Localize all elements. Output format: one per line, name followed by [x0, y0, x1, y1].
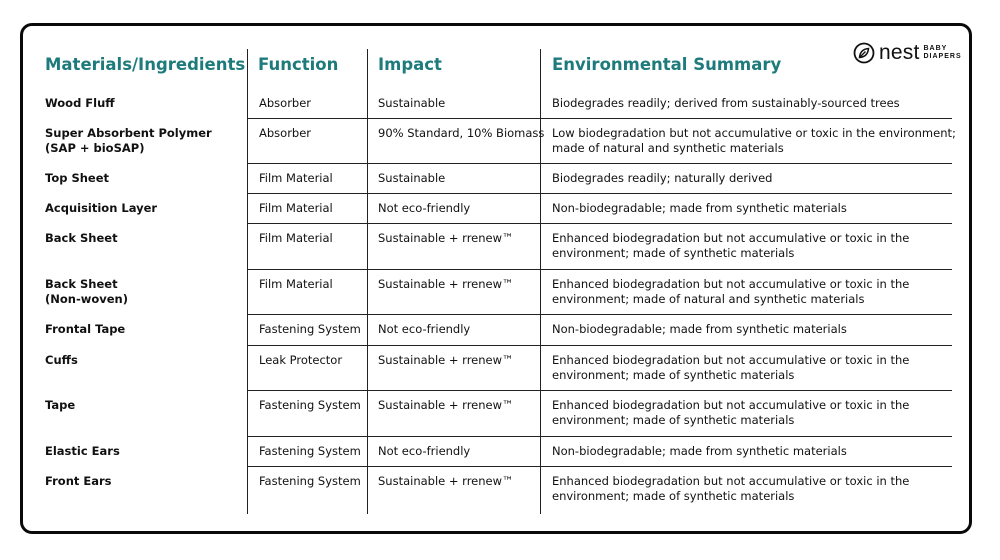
row-divider — [248, 118, 952, 119]
cell-impact — [378, 96, 445, 111]
cell-line: Enhanced biodegradation but not accumulative or toxic in the — [552, 474, 910, 488]
cell-line: Enhanced biodegradation but not accumulative or toxic in the — [552, 353, 910, 367]
cell-line: Frontal Tape — [45, 322, 126, 336]
cell-line: Film Material — [259, 171, 333, 185]
row-divider — [248, 223, 952, 224]
cell-line: Enhanced biodegradation but not accumulative or toxic in the — [552, 277, 910, 291]
cell-summary — [552, 231, 909, 261]
cell-material — [45, 322, 125, 337]
cell-line: Not eco-friendly — [378, 444, 471, 458]
cell-impact — [378, 474, 514, 489]
cell-material — [45, 474, 112, 489]
cell-line: Back Sheet — [45, 277, 118, 291]
cell-line: Sustainable + rrenew™ — [378, 398, 514, 412]
cell-line: Absorber — [259, 126, 312, 140]
cell-line: Sustainable + rrenew™ — [378, 231, 514, 245]
cell-material — [45, 201, 157, 216]
cell-line: environment; made of synthetic materials — [552, 413, 795, 427]
header-impact: Impact — [378, 55, 442, 74]
cell-function — [259, 398, 361, 413]
cell-summary — [552, 322, 847, 337]
cell-summary — [552, 126, 956, 156]
cell-function — [259, 201, 333, 216]
cell-line: environment; made of synthetic materials — [552, 368, 795, 382]
cell-line: Biodegrades readily; naturally derived — [552, 171, 773, 185]
cell-line: environment; made of synthetic materials — [552, 246, 795, 260]
cell-material — [45, 171, 109, 186]
cell-impact — [378, 201, 470, 216]
cell-line: Film Material — [259, 277, 333, 291]
cell-function — [259, 444, 361, 459]
cell-material — [45, 444, 120, 459]
cell-line: (Non-woven) — [45, 292, 129, 306]
cell-line: Leak Protector — [259, 353, 343, 367]
cell-summary — [552, 474, 909, 504]
cell-line: Acquisition Layer — [45, 201, 158, 215]
cell-function — [259, 277, 333, 292]
cell-line: Sustainable — [378, 171, 446, 185]
cell-line: Non-biodegradable; made from synthetic materials — [552, 322, 847, 336]
brand-name: nest — [879, 41, 920, 64]
cell-line: Fastening System — [259, 322, 361, 336]
cell-line: Absorber — [259, 96, 312, 110]
row-divider — [248, 345, 952, 346]
cell-line: 90% Standard, 10% Biomass — [378, 126, 545, 140]
cell-line: Back Sheet — [45, 231, 118, 245]
header-environmental-summary: Environmental Summary — [552, 55, 782, 74]
cell-line: Film Material — [259, 231, 333, 245]
cell-line: Fastening System — [259, 444, 361, 458]
cell-impact — [378, 444, 470, 459]
cell-line: made of natural and synthetic materials — [552, 141, 784, 155]
cell-line: Elastic Ears — [45, 444, 120, 458]
cell-summary — [552, 171, 772, 186]
cell-line: (SAP + bioSAP) — [45, 141, 145, 155]
cell-line: Biodegrades readily; derived from sustainably-sourced trees — [552, 96, 900, 110]
row-divider — [248, 390, 952, 391]
cell-line: Sustainable — [378, 96, 446, 110]
cell-material — [45, 398, 75, 413]
cell-line: Front Ears — [45, 474, 112, 488]
cell-line: Not eco-friendly — [378, 201, 471, 215]
cell-line: Cuffs — [45, 353, 78, 367]
cell-function — [259, 96, 311, 111]
cell-line: Film Material — [259, 201, 333, 215]
cell-summary — [552, 444, 847, 459]
cell-impact — [378, 277, 514, 292]
row-divider — [248, 466, 952, 467]
cell-summary — [552, 353, 909, 383]
cell-impact — [378, 231, 514, 246]
cell-line: Top Sheet — [45, 171, 110, 185]
cell-function — [259, 231, 333, 246]
cell-line: Tape — [45, 398, 76, 412]
row-divider — [248, 314, 952, 315]
cell-line: Sustainable + rrenew™ — [378, 474, 514, 488]
header-materials: Materials/Ingredients — [45, 55, 246, 74]
cell-material — [45, 231, 118, 246]
cell-impact — [378, 171, 445, 186]
cell-impact — [378, 322, 470, 337]
row-divider — [248, 269, 952, 270]
cell-line: environment; made of natural and synthetic materials — [552, 292, 865, 306]
cell-function — [259, 353, 342, 368]
cell-line: environment; made of synthetic materials — [552, 489, 795, 503]
cell-function — [259, 474, 361, 489]
cell-line: Sustainable + rrenew™ — [378, 277, 514, 291]
cell-material — [45, 96, 115, 111]
row-divider — [248, 436, 952, 437]
cell-function — [259, 171, 333, 186]
cell-line: Wood Fluff — [45, 96, 115, 110]
cell-impact — [378, 126, 544, 141]
cell-line: Fastening System — [259, 398, 361, 412]
cell-line: Super Absorbent Polymer — [45, 126, 212, 140]
cell-material — [45, 353, 78, 368]
cell-summary — [552, 398, 909, 428]
cell-summary — [552, 201, 847, 216]
cell-line: Non-biodegradable; made from synthetic materials — [552, 201, 847, 215]
cell-line: Non-biodegradable; made from synthetic materials — [552, 444, 847, 458]
cell-material — [45, 277, 128, 307]
cell-impact — [378, 398, 514, 413]
cell-line: Enhanced biodegradation but not accumulative or toxic in the — [552, 231, 910, 245]
cell-impact — [378, 353, 514, 368]
cell-summary — [552, 277, 909, 307]
leaf-icon — [853, 42, 875, 64]
header-function: Function — [258, 55, 339, 74]
cell-line: Fastening System — [259, 474, 361, 488]
cell-function — [259, 126, 311, 141]
brand-logo — [853, 42, 962, 64]
cell-function — [259, 322, 361, 337]
cell-line: Enhanced biodegradation but not accumulative or toxic in the — [552, 398, 910, 412]
brand-subtitle: BABY DIAPERS — [923, 45, 962, 60]
cell-material — [45, 126, 212, 156]
cell-line: Low biodegradation but not accumulative or toxic in the environment; — [552, 126, 956, 140]
row-divider — [248, 163, 952, 164]
row-divider — [248, 193, 952, 194]
cell-line: Not eco-friendly — [378, 322, 471, 336]
cell-line: Sustainable + rrenew™ — [378, 353, 514, 367]
cell-summary — [552, 96, 900, 111]
